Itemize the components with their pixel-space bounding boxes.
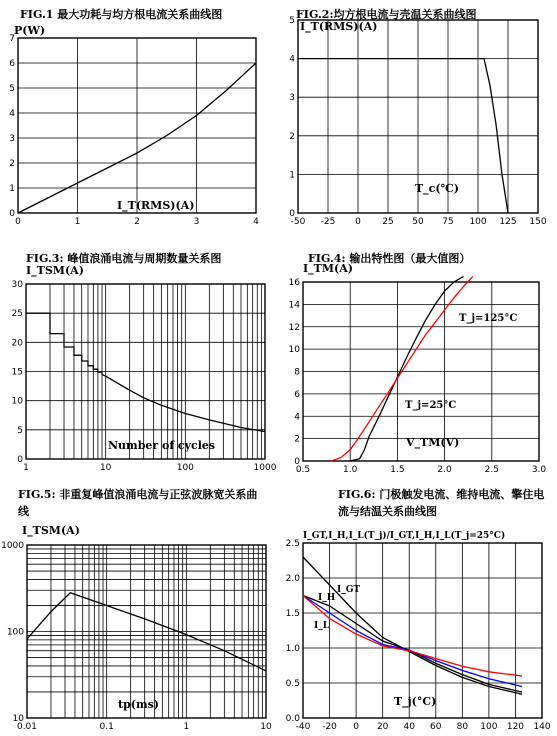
fig1-y-tick-label: 3 [9, 134, 15, 144]
fig1-x-tick-label: 1 [74, 217, 81, 227]
fig6-x-tick-label: 140 [533, 722, 551, 732]
fig6-title: FIG.6: 门极触发电流、维持电流、擎住电流与结温关系曲线图 [338, 488, 545, 518]
fig2-y-tick-label: 1 [289, 170, 295, 181]
fig3-y-tick-label: 30 [11, 280, 23, 290]
fig2-y-tick-label: 2 [289, 131, 295, 142]
fig3-y-tick-label: 20 [11, 338, 23, 349]
fig3-y-tick-label: 0 [17, 455, 23, 465]
fig4-x-tick-label: 1.0 [343, 465, 358, 475]
fig4-y-tick-label: 6 [294, 389, 300, 400]
fig6-x-tick-label: 80 [456, 722, 469, 732]
fig1-y-tick-label: 4 [9, 109, 15, 119]
fig1-x-tick-label: 2 [134, 217, 140, 227]
fig1-x-tick-label: 0 [15, 217, 21, 227]
fig2-x-tick-label: 25 [382, 217, 394, 227]
fig5-ylabel: I_TSM(A) [22, 524, 80, 537]
fig6-y-tick-label: 1.0 [285, 644, 300, 654]
fig1-y-tick-label: 2 [9, 159, 15, 169]
fig6-y-tick-label: 0.5 [285, 679, 300, 689]
fig2-ylabel: I_T(RMS)(A) [300, 20, 378, 33]
fig6-x-tick-label: 20 [376, 722, 389, 732]
fig4-y-tick-label: 10 [288, 345, 300, 356]
fig3-x-tick-label: 10 [99, 463, 112, 473]
fig1-ylabel: P(W) [14, 24, 46, 37]
fig5-x-tick-label: 1 [183, 722, 190, 732]
fig4-x-tick-label: 3.0 [531, 465, 547, 475]
fig2-plot [289, 16, 547, 227]
fig6-x-tick-label: 0 [353, 722, 359, 732]
fig2-x-tick-label: -50 [290, 217, 306, 227]
fig6-annotation-il: I_L [314, 621, 330, 631]
fig4-y-tick-label: 0 [294, 457, 300, 467]
fig5-y-tick-label: 10 [12, 714, 24, 724]
fig3-x-tick-label: 1000 [253, 463, 277, 473]
fig6-x-tick-label: 60 [430, 722, 442, 732]
fig2-x-tick-label: 100 [469, 217, 487, 227]
fig4-y-tick-label: 12 [288, 322, 300, 333]
fig2-x-tick-label: 75 [442, 217, 454, 227]
fig1-title: FIG.1 最大功耗与均方根电流关系曲线图 [20, 8, 223, 21]
fig4-y-tick-label: 14 [288, 300, 300, 311]
fig6-y-tick-label: 1.5 [285, 609, 300, 619]
fig6-annotation-ih: I_H [318, 593, 336, 603]
fig2-y-tick-label: 0 [289, 209, 295, 219]
fig6-ylabel: I_GT,I_H,I_L(T_j)/I_GT,I_H,I_L(T_j=25°C) [303, 531, 506, 541]
fig5-y-tick-label: 1000 [1, 541, 24, 551]
fig1-x-tick-label: 4 [253, 217, 259, 227]
fig1-y-tick-label: 1 [9, 184, 15, 194]
fig6-x-tick-label: -40 [295, 722, 311, 732]
fig2-x-tick-label: 50 [412, 217, 424, 227]
fig2-xlabel: T_c(℃) [415, 182, 459, 195]
fig5-x-tick-label: 0.01 [16, 722, 38, 732]
fig4-annotation-tj125: T_j=125°C [459, 313, 518, 324]
fig6-y-tick-label: 2.0 [285, 574, 300, 584]
fig3-series-line-0 [26, 313, 265, 431]
fig3-x-tick-label: 1 [23, 463, 29, 473]
fig5-xlabel: tp(ms) [118, 698, 160, 711]
fig4-x-tick-label: 2.5 [484, 465, 499, 475]
fig6-annotation-igt: I_GT [337, 585, 361, 595]
fig2-x-tick-label: 125 [499, 217, 517, 227]
fig1-y-tick-label: 6 [9, 59, 15, 69]
fig5-x-tick-label: 10 [260, 722, 272, 732]
fig2-x-tick-label: 0 [355, 217, 361, 227]
fig6-frame [303, 543, 542, 718]
fig2-y-tick-label: 5 [289, 16, 295, 26]
fig5-y-tick-label: 100 [6, 627, 24, 638]
fig4-x-tick-label: 2.0 [437, 465, 452, 475]
fig4-y-tick-label: 2 [294, 434, 300, 445]
fig1-xlabel: I_T(RMS)(A) [117, 199, 195, 212]
fig5-title: FIG.5: 非重复峰值浪涌电流与正弦波脉宽关系曲线 [18, 488, 258, 518]
fig6-x-tick-label: 40 [403, 722, 415, 732]
fig6-x-tick-label: -20 [322, 722, 337, 732]
fig4-y-tick-label: 16 [288, 278, 300, 288]
fig2-title: FIG.2:均方根电流与壳温关系曲线图 [296, 8, 477, 21]
fig3-x-tick-label: 100 [176, 463, 194, 473]
fig4-x-tick-label: 0.5 [295, 465, 311, 475]
fig3-title: FIG.3: 峰值浪涌电流与周期数量关系图 [26, 252, 222, 265]
fig2-y-tick-label: 4 [289, 54, 295, 65]
fig4-y-tick-label: 8 [294, 367, 300, 378]
fig1-y-tick-label: 5 [9, 84, 15, 94]
fig6-x-tick-label: 100 [480, 722, 498, 732]
fig4-annotation-tj25: T_j=25°C [405, 400, 457, 411]
fig3-y-tick-label: 25 [11, 309, 23, 320]
fig3-y-tick-label: 5 [17, 425, 23, 436]
fig4-x-tick-label: 1.5 [390, 465, 405, 475]
fig2-x-tick-label: -25 [320, 217, 336, 227]
fig6-xlabel: T_j(°C) [394, 695, 437, 708]
fig3-y-tick-label: 15 [11, 367, 23, 378]
fig1-y-tick-label: 0 [9, 209, 15, 219]
fig6-x-tick-label: 120 [506, 722, 525, 732]
fig4-y-tick-label: 4 [294, 412, 300, 423]
fig3-ylabel: I_TSM(A) [26, 264, 84, 277]
fig6-y-tick-label: 2.5 [285, 539, 300, 549]
fig6-y-tick-label: 0.0 [285, 714, 300, 724]
fig1-x-tick-label: 3 [193, 217, 200, 227]
fig3-xlabel: Number of cycles [108, 439, 216, 452]
fig2-y-tick-label: 3 [289, 93, 295, 104]
fig2-x-tick-label: 150 [529, 217, 547, 227]
fig1-y-tick-label: 7 [9, 34, 15, 44]
fig3-y-tick-label: 10 [11, 396, 23, 407]
fig4-xlabel: V_TM(V) [406, 436, 460, 449]
fig5-x-tick-label: 0.1 [99, 722, 114, 732]
fig4-ylabel: I_TM(A) [303, 262, 353, 275]
fig4-title: FIG.4: 输出特性图（最大值图） [308, 252, 471, 265]
